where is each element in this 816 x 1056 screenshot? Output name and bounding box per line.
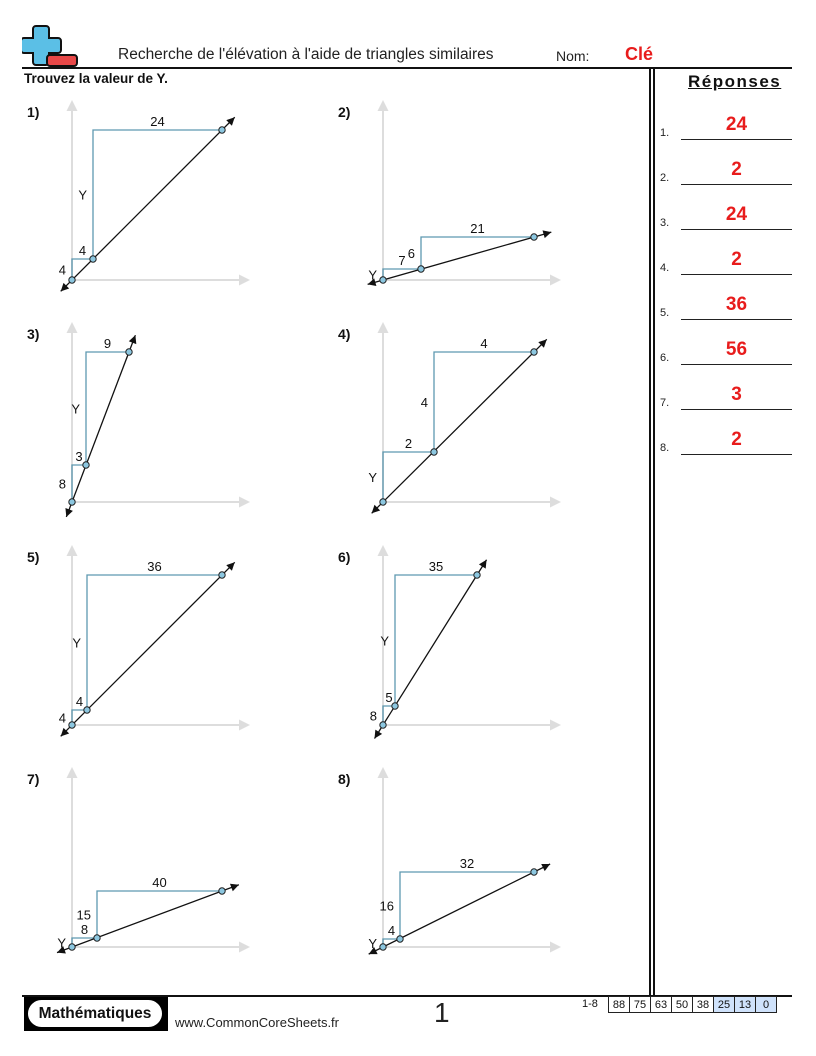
line-arrow-icon	[375, 730, 383, 739]
line-point	[83, 462, 89, 468]
large-rise-label: Y	[71, 401, 80, 417]
score-cell: 75	[630, 997, 651, 1013]
answer-line	[681, 364, 792, 365]
small-run-label: 8	[80, 922, 89, 937]
line-point	[90, 256, 96, 262]
y-axis-arrow-icon	[67, 100, 78, 111]
small-rise-label: Y	[57, 935, 66, 951]
line-point	[380, 499, 386, 505]
answer-row	[660, 335, 792, 365]
page-title: Recherche de l'élévation à l'aide de triangles similaires	[118, 46, 494, 63]
small-rise-label: 4	[58, 710, 66, 726]
y-axis-arrow-icon	[378, 322, 389, 333]
small-rise-label: 4	[58, 262, 66, 278]
line-point	[126, 349, 132, 355]
small-rise-label: Y	[368, 267, 377, 283]
answer-number: 7.	[660, 397, 670, 409]
answer-value: 24	[725, 204, 748, 225]
problem-number: 1)	[27, 104, 40, 120]
answer-column-divider	[649, 69, 651, 996]
line-point	[84, 707, 90, 713]
x-axis-arrow-icon	[550, 497, 561, 508]
line-point	[219, 888, 225, 894]
x-axis-arrow-icon	[239, 497, 250, 508]
score-cell: 88	[609, 997, 630, 1013]
line-arrow-icon	[479, 560, 487, 569]
answer-value: 24	[725, 114, 748, 135]
y-axis-arrow-icon	[67, 545, 78, 556]
x-axis-arrow-icon	[550, 720, 561, 731]
answer-line	[681, 274, 792, 275]
x-axis-arrow-icon	[550, 275, 561, 286]
problem-number: 4)	[338, 326, 351, 342]
score-cell: 50	[672, 997, 693, 1013]
x-axis-arrow-icon	[239, 720, 250, 731]
y-axis-arrow-icon	[378, 545, 389, 556]
y-axis-arrow-icon	[67, 322, 78, 333]
y-axis-arrow-icon	[378, 100, 389, 111]
answer-value: 2	[731, 429, 742, 450]
page-number: 1	[434, 997, 450, 1028]
line-point	[531, 234, 537, 240]
small-run-label: 7	[398, 253, 406, 268]
line-point	[531, 349, 537, 355]
score-range-label: 1-8	[582, 998, 598, 1010]
answer-line	[681, 139, 792, 140]
answer-row	[660, 245, 792, 275]
line-point	[392, 703, 398, 709]
line-point	[431, 449, 437, 455]
answer-row	[660, 110, 792, 140]
name-value: Clé	[625, 44, 654, 64]
slope-line	[369, 864, 550, 954]
slope-line	[58, 117, 235, 291]
answer-number: 5.	[660, 307, 670, 319]
x-axis-arrow-icon	[239, 942, 250, 953]
small-run-label: 4	[75, 694, 84, 709]
line-point	[418, 266, 424, 272]
large-rise-label: Y	[380, 633, 389, 649]
large-rise-label: 4	[420, 395, 428, 410]
score-cell: 25	[714, 997, 735, 1013]
answer-number: 8.	[660, 442, 670, 454]
answer-line	[681, 454, 792, 455]
line-point	[69, 499, 75, 505]
large-rise-label: 15	[76, 907, 91, 923]
answer-number: 6.	[660, 352, 670, 364]
answer-value: 36	[725, 294, 748, 315]
large-run-label: 32	[459, 856, 475, 871]
answers-title: Réponses	[688, 72, 782, 91]
answer-number: 4.	[660, 262, 670, 274]
problem-number: 3)	[27, 326, 40, 342]
answer-value: 2	[731, 249, 742, 270]
answer-value: 56	[725, 339, 748, 360]
problem-number: 8)	[338, 771, 351, 787]
large-rise-label: Y	[72, 635, 81, 651]
line-arrow-icon	[543, 230, 552, 238]
small-rise-label: Y	[368, 470, 377, 485]
line-point	[69, 944, 75, 950]
answer-line	[681, 319, 792, 320]
large-run-label: 36	[147, 559, 162, 574]
answer-number: 1.	[660, 127, 670, 139]
answer-row	[660, 425, 792, 455]
line-point	[474, 572, 480, 578]
answer-line	[681, 184, 792, 185]
answer-row	[660, 155, 792, 185]
slope-line	[375, 560, 487, 739]
answer-row	[660, 200, 792, 230]
line-point	[397, 936, 403, 942]
y-axis-arrow-icon	[67, 767, 78, 778]
site-url[interactable]: www.CommonCoreSheets.fr	[175, 1015, 339, 1030]
answer-line	[681, 409, 792, 410]
name-label: Nom:	[556, 48, 590, 64]
answer-column-divider	[653, 69, 655, 996]
small-rise-label: Y	[368, 936, 377, 951]
small-run-label: 2	[404, 436, 413, 451]
large-run-label: 21	[470, 221, 485, 236]
large-run-label: 35	[428, 559, 444, 574]
answer-line	[681, 229, 792, 230]
score-cell: 38	[693, 997, 714, 1013]
score-table	[608, 996, 777, 1013]
answer-number: 3.	[660, 217, 670, 229]
small-rise-label: 8	[58, 476, 66, 492]
line-point	[380, 944, 386, 950]
answer-row	[660, 290, 792, 320]
line-point	[69, 722, 75, 728]
x-axis-arrow-icon	[239, 275, 250, 286]
score-cell: 13	[735, 997, 756, 1013]
small-run-label: 3	[75, 449, 83, 464]
y-axis-arrow-icon	[378, 767, 389, 778]
large-rise-label: 16	[379, 898, 394, 914]
answer-value: 3	[731, 384, 742, 405]
problem-number: 2)	[338, 104, 351, 120]
slope-line	[368, 232, 552, 284]
problem-number: 6)	[338, 549, 351, 565]
large-run-label: 4	[480, 336, 488, 351]
line-point	[94, 935, 100, 941]
slope-line	[66, 335, 135, 517]
large-rise-label: Y	[78, 187, 87, 203]
answer-number: 2.	[660, 172, 670, 184]
answer-row	[660, 380, 792, 410]
line-point	[531, 869, 537, 875]
score-cell: 63	[651, 997, 672, 1013]
line-point	[69, 277, 75, 283]
large-run-label: 40	[152, 875, 167, 890]
large-rise-label: 6	[407, 246, 415, 261]
small-run-label: 4	[78, 243, 87, 258]
line-point	[380, 722, 386, 728]
problem-number: 7)	[27, 771, 40, 787]
large-run-label: 24	[150, 114, 165, 129]
problem-number: 5)	[27, 549, 40, 565]
x-axis-arrow-icon	[550, 942, 561, 953]
large-run-label: 9	[103, 336, 112, 351]
small-rise-label: 8	[369, 708, 377, 724]
subject-badge: Mathématiques	[28, 1000, 162, 1027]
line-point	[219, 127, 225, 133]
answer-value: 2	[731, 159, 742, 180]
line-point	[219, 572, 225, 578]
score-cell: 0	[756, 997, 777, 1013]
small-run-label: 4	[387, 923, 396, 938]
line-point	[380, 277, 386, 283]
small-run-label: 5	[385, 690, 393, 705]
slope-line	[372, 339, 547, 513]
instructions: Trouvez la valeur de Y.	[24, 71, 168, 86]
